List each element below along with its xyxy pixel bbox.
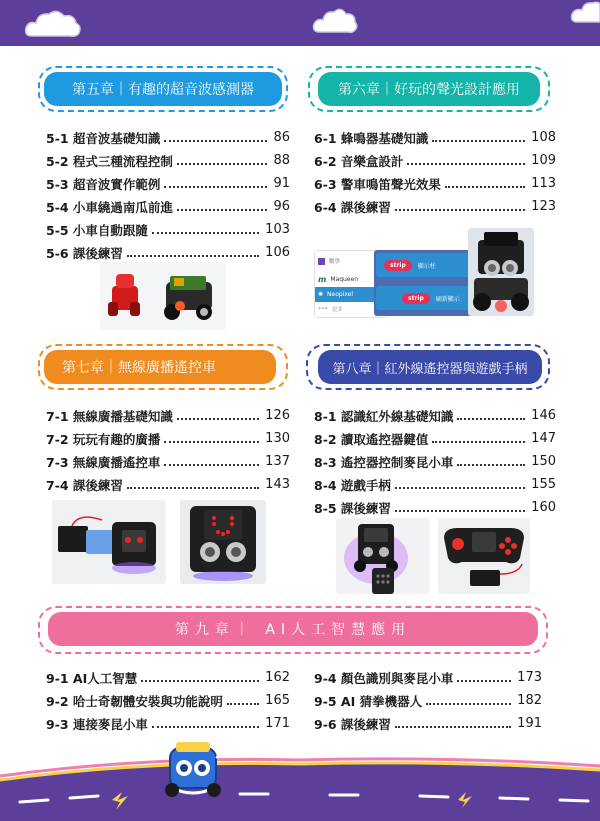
- toc-entry[interactable]: 8-1 認識紅外線基礎知識 146: [314, 408, 556, 424]
- toc-entry[interactable]: 6-4 課後練習 123: [314, 199, 556, 215]
- neopixel-block-show-bar: strip 顯示柱: [376, 253, 476, 277]
- toc-entry[interactable]: 6-3 警車鳴笛聲光效果 113: [314, 176, 556, 192]
- toc-entry[interactable]: 5-4 小車繞過南瓜前進 96: [46, 199, 290, 215]
- robot-car-photo: [100, 262, 226, 330]
- toc-entry[interactable]: 9-5 AI 猜拳機器人 182: [314, 693, 542, 709]
- neopixel-block-refresh: strip 刷新顯示: [376, 286, 488, 310]
- toc-entry[interactable]: 7-2 玩玩有趣的廣播 130: [46, 431, 290, 447]
- road-decoration: [0, 740, 600, 821]
- chapter-5-toc: [46, 126, 290, 264]
- toc-entry[interactable]: 8-2 讀取遙控器鍵值 147: [314, 431, 556, 447]
- toc-entry[interactable]: 5-2 程式三種流程控制 88: [46, 153, 290, 169]
- toc-entry[interactable]: 5-6 課後練習 106: [46, 245, 290, 261]
- chapter-7-toc: [46, 404, 290, 496]
- toc-entry[interactable]: 9-3 連接麥昆小車 171: [46, 716, 290, 732]
- robot-car-ultrasonic-photo: [468, 228, 534, 316]
- cloud-icon: [570, 0, 600, 26]
- category-more: ••• 更多: [318, 306, 343, 313]
- toc-entry[interactable]: 7-4 課後練習 143: [46, 477, 290, 493]
- robot-mascot-icon: [160, 738, 226, 804]
- category-neopixel: ✺ Neopixel: [315, 287, 387, 302]
- toc-entry[interactable]: 6-2 音樂盒設計 109: [314, 153, 556, 169]
- chapter-8-title: 第八章｜紅外線遙控器與遊戲手柄: [318, 350, 542, 384]
- toc-entry[interactable]: 9-4 顏色識別與麥昆小車 173: [314, 670, 542, 686]
- category-maqueen: m Maqueen: [318, 274, 358, 284]
- chapter-9-toc-left: [46, 666, 290, 735]
- chapter-9-toc-right: [314, 666, 542, 735]
- toc-entry[interactable]: 8-5 課後練習 160: [314, 500, 556, 516]
- category-math: 數學: [315, 251, 387, 271]
- microbit-battery-photo: [52, 500, 166, 584]
- chapter-9-title: 第九章｜ AI人工智慧應用: [48, 612, 538, 646]
- maqueen-icon: m: [318, 274, 327, 284]
- chapter-7-title: 第七章｜無線廣播遙控車: [44, 350, 276, 384]
- toc-entry[interactable]: 5-1 超音波基礎知識 86: [46, 130, 290, 146]
- chapter-6-title: 第六章｜好玩的聲光設計應用: [318, 72, 540, 106]
- cloud-icon: [24, 8, 82, 40]
- toc-entry[interactable]: 7-1 無線廣播基礎知識 126: [46, 408, 290, 424]
- toc-entry[interactable]: 9-1 AI人工智慧 162: [46, 670, 290, 686]
- toc-entry[interactable]: 9-6 課後練習 191: [314, 716, 542, 732]
- chapter-5-title: 第五章｜有趣的超音波感測器: [44, 72, 282, 106]
- strip-variable: strip: [384, 260, 412, 271]
- robot-car-led-photo: [180, 500, 266, 584]
- neopixel-icon: ✺: [318, 291, 324, 298]
- math-icon: [318, 258, 325, 265]
- top-banner: [0, 0, 600, 46]
- toc-entry[interactable]: 6-1 蜂鳴器基礎知識 108: [314, 130, 556, 146]
- toc-entry[interactable]: 8-4 遊戲手柄 155: [314, 477, 556, 493]
- toc-entry[interactable]: 7-3 無線廣播遙控車 137: [46, 454, 290, 470]
- chapter-6-toc: [314, 126, 556, 218]
- cloud-icon: [312, 6, 358, 36]
- more-icon: •••: [318, 306, 328, 312]
- toc-entry[interactable]: 5-3 超音波實作範例 91: [46, 176, 290, 192]
- gamepad-photo: [438, 518, 530, 594]
- toc-entry[interactable]: 8-3 遙控器控制麥昆小車 150: [314, 454, 556, 470]
- chapter-8-toc: [314, 404, 556, 519]
- ir-remote-car-photo: [336, 518, 430, 594]
- toc-entry[interactable]: 5-5 小車自動跟隨 103: [46, 222, 290, 238]
- strip-variable: strip: [402, 293, 430, 304]
- toc-entry[interactable]: 9-2 哈士奇韌體安裝與功能說明 165: [46, 693, 290, 709]
